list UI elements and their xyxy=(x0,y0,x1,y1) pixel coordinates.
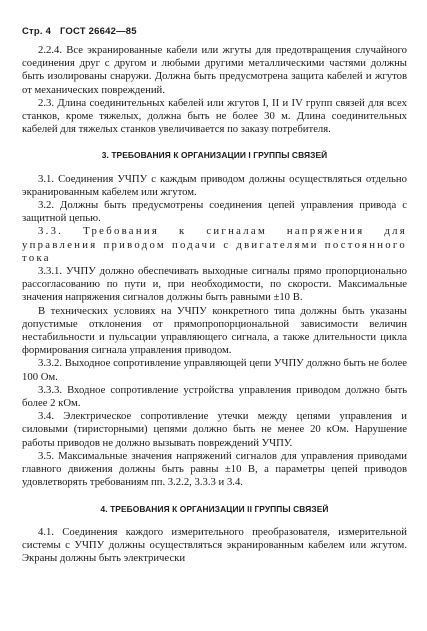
paragraph-3-1: 3.1. Соединения УЧПУ с каждым приводом должны осуществляться отдельно экранированным кабелем или жгутом. xyxy=(22,172,407,198)
paragraph-3-2: 3.2. Должны быть предусмотрены соединения цепей управления привода с защитной цепью. xyxy=(22,199,407,225)
page-number: Стр. 4 xyxy=(22,26,52,37)
paragraph-4-1: 4.1. Соединения каждого измерительного преобразователя, измерительной системы с УЧПУ должны осуществляться экранированным кабелем или жгутом. Экраны должны быть электрически xyxy=(22,525,407,565)
page-header xyxy=(22,26,143,37)
section-heading-4: 4. ТРЕБОВАНИЯ К ОРГАНИЗАЦИИ II ГРУППЫ СВЯЗЕЙ xyxy=(100,503,329,514)
paragraph-3-3-2: 3.3.2. Выходное сопротивление управляющей цепи УЧПУ должно быть не более 100 Ом. xyxy=(22,357,407,383)
paragraph-3-4: 3.4. Электрическое сопротивление утечки между цепями управления и силовыми (тиристорными) цепями должно быть не менее 20 кОм. Нарушение работы приводов не должно вызывать повреждений УЧПУ. xyxy=(22,410,407,449)
section-heading-3: 3. ТРЕБОВАНИЯ К ОРГАНИЗАЦИИ I ГРУППЫ СВЯЗЕЙ xyxy=(101,150,328,161)
standard-code: ГОСТ 26642—85 xyxy=(59,26,137,37)
document-body xyxy=(22,44,407,565)
paragraph-2-2-4: 2.2.4. Все экранированные кабели или жгуты для предотвращения случайного соединения друг с другом и любыми другими металлическими частями должны быть изолированы снаружи. Должна быть предусмотрена защита кабелей и жгутов от механических повреждений. xyxy=(22,44,407,96)
paragraph-2-3: 2.3. Длина соединительных кабелей или жгутов I, II и IV групп связей для всех станков, кроме тяжелых, должна быть не более 30 м. Длина соединительных кабелей для тяжелых станков увеличивается по заказу потребителя. xyxy=(22,96,407,136)
paragraph-3-3-3: 3.3.3. Входное сопротивление устройства управления приводом должно быть более 2 кОм. xyxy=(22,383,407,410)
paragraph-3-5: 3.5. Максимальные значения напряжений сигналов для управления приводами главного движения должны быть равны ±10 В, а параметры цепей приводов удовлетворять требованиям пп. 3.2.2, 3.3.3 и 3.4. xyxy=(22,449,407,489)
paragraph-3-3: 3.3. Требования к сигналам напряжения для управления приводом подачи с двигателями постоянного тока xyxy=(22,225,407,264)
paragraph-3-3-1-continued: В технических условиях на УЧПУ конкретного типа должны быть указаны допустимые отклонения от прямопропорциональной зависимости величин нестабильности и пульсации управляющего сигнала, а также длительности цикла формирования сигнала управления приводом. xyxy=(22,304,407,357)
paragraph-3-3-1: 3.3.1. УЧПУ должно обеспечивать выходные сигналы прямо пропорционально рассогласованию по пути и, при необходимости, по скорости. Максимальные значения напряжения сигналов должны быть равными ±10 В. xyxy=(22,265,407,304)
